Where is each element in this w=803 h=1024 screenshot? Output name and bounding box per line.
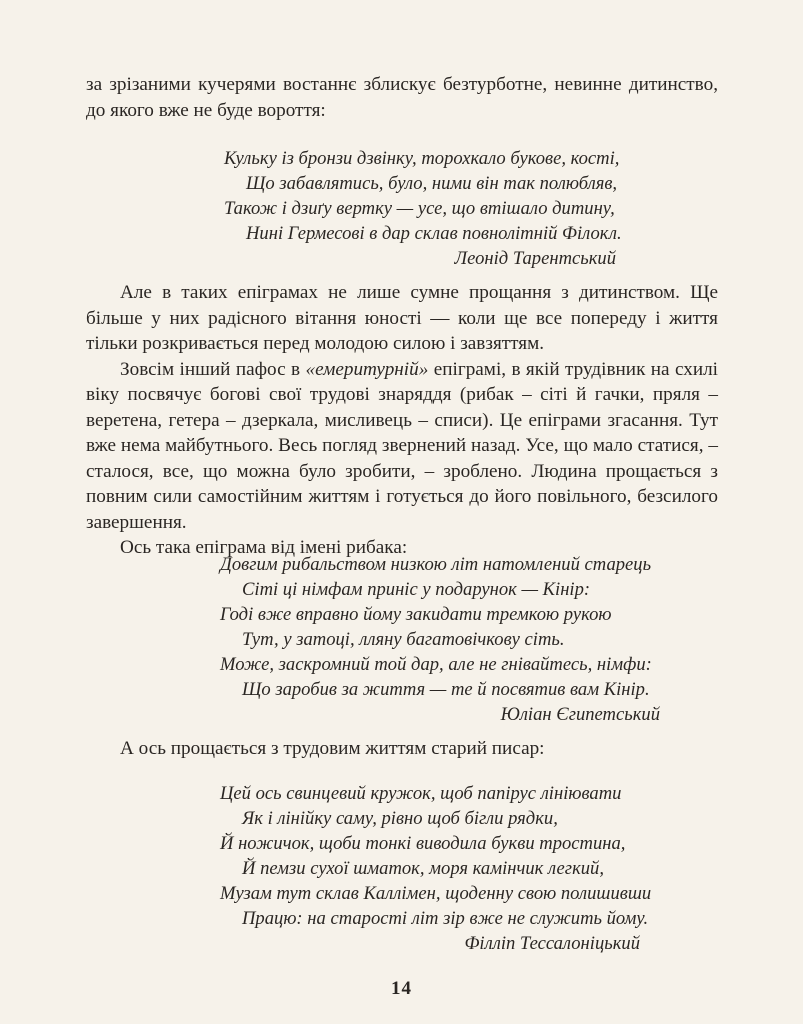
poem-line: Тут, у затоці, лляну багатовічкову сіть. bbox=[242, 629, 565, 650]
poem-philip bbox=[220, 781, 652, 956]
poem-line: Сіті ці німфам приніс у подарунок — Кінір: bbox=[242, 579, 591, 600]
paragraph-emeritus bbox=[86, 357, 718, 536]
paragraph-fisherman-intro: Ось така епіграма від імені рибака: bbox=[120, 537, 408, 558]
poem-line: Працю: на старості літ зір вже не служить йому. bbox=[242, 908, 649, 929]
paragraph-emeritus-rest: епіграмі, в якій трудівник на схилі віку посвячує богові свої трудові знаряддя (рибак – сіті й гачки, пряля – веретена, гетера – дзеркала, мисливець – списи). Це епіграми згасання. Тут вже нема майбутнього. Весь погляд звернений назад. Усе, що мало статися, – сталося, все, що можна було зробити, – зроблено. Людина прощається з повним сили самостійним життям і готується до його повільного, безсилого завершення. bbox=[86, 358, 718, 533]
poem-author: Філліп Тессалоніцький bbox=[464, 933, 640, 954]
paragraph-scribe-intro: А ось прощається з трудовим життям старий писар: bbox=[120, 738, 545, 759]
poem-line: Й пемзи сухої шматок, моря камінчик легкий, bbox=[242, 858, 605, 879]
poem-line: Може, заскромний той дар, але не гнівайтесь, німфи: bbox=[220, 654, 652, 675]
paragraph-youth: Але в таких епіграмах не лише сумне прощання з дитинством. Ще більше у них радісного вітання юності — коли ще все попереду і життя тільки розкривається перед молодою силою і завзяттям. bbox=[86, 282, 718, 354]
poem-line: Довгим рибальством низкою літ натомлений старець bbox=[220, 554, 652, 575]
poem-line: Й ножичок, щоби тонкі виводила букви тростина, bbox=[220, 833, 626, 854]
poem-line: Як і лінійку саму, рівно щоб бігли рядки, bbox=[242, 808, 558, 829]
poem-line: Годі вже вправно йому закидати тремкою рукою bbox=[220, 604, 612, 625]
poem-author: Леонід Тарентський bbox=[454, 248, 616, 269]
intro-paragraph bbox=[86, 72, 718, 123]
middle-paragraphs bbox=[86, 280, 718, 561]
poem-line: Що заробив за життя — те й посвятив вам Кінір. bbox=[242, 679, 650, 700]
poem-line: Нині Гермесові в дар склав повнолітній Філокл. bbox=[246, 223, 622, 244]
poem-line: Музам тут склав Каллімен, щоденну свою полишивши bbox=[220, 883, 652, 904]
poem-line: Також і дзиґу вертку — усе, що втішало дитину, bbox=[224, 198, 615, 219]
poem-line: Кульку із бронзи дзвінку, торохкало букове, кості, bbox=[224, 148, 620, 169]
scribe-intro-paragraph bbox=[86, 736, 718, 762]
poem-julian bbox=[220, 552, 660, 727]
poem-line: Цей ось свинцевий кружок, щоб папірус лініювати bbox=[220, 783, 622, 804]
intro-text: за зрізаними кучерями востаннє зблискує безтурботне, невинне дитинство, до якого вже не буде вороття: bbox=[86, 74, 718, 121]
paragraph-emeritus-start: Зовсім інший пафос в bbox=[120, 358, 306, 380]
poem-line: Що забавлятись, було, ними він так полюбляв, bbox=[246, 173, 618, 194]
term-emeriturna: «емеритурній» bbox=[305, 358, 429, 380]
poem-author: Юліан Єгипетський bbox=[500, 704, 660, 725]
poem-leonid bbox=[224, 146, 622, 271]
page-number: 14 bbox=[391, 978, 412, 999]
